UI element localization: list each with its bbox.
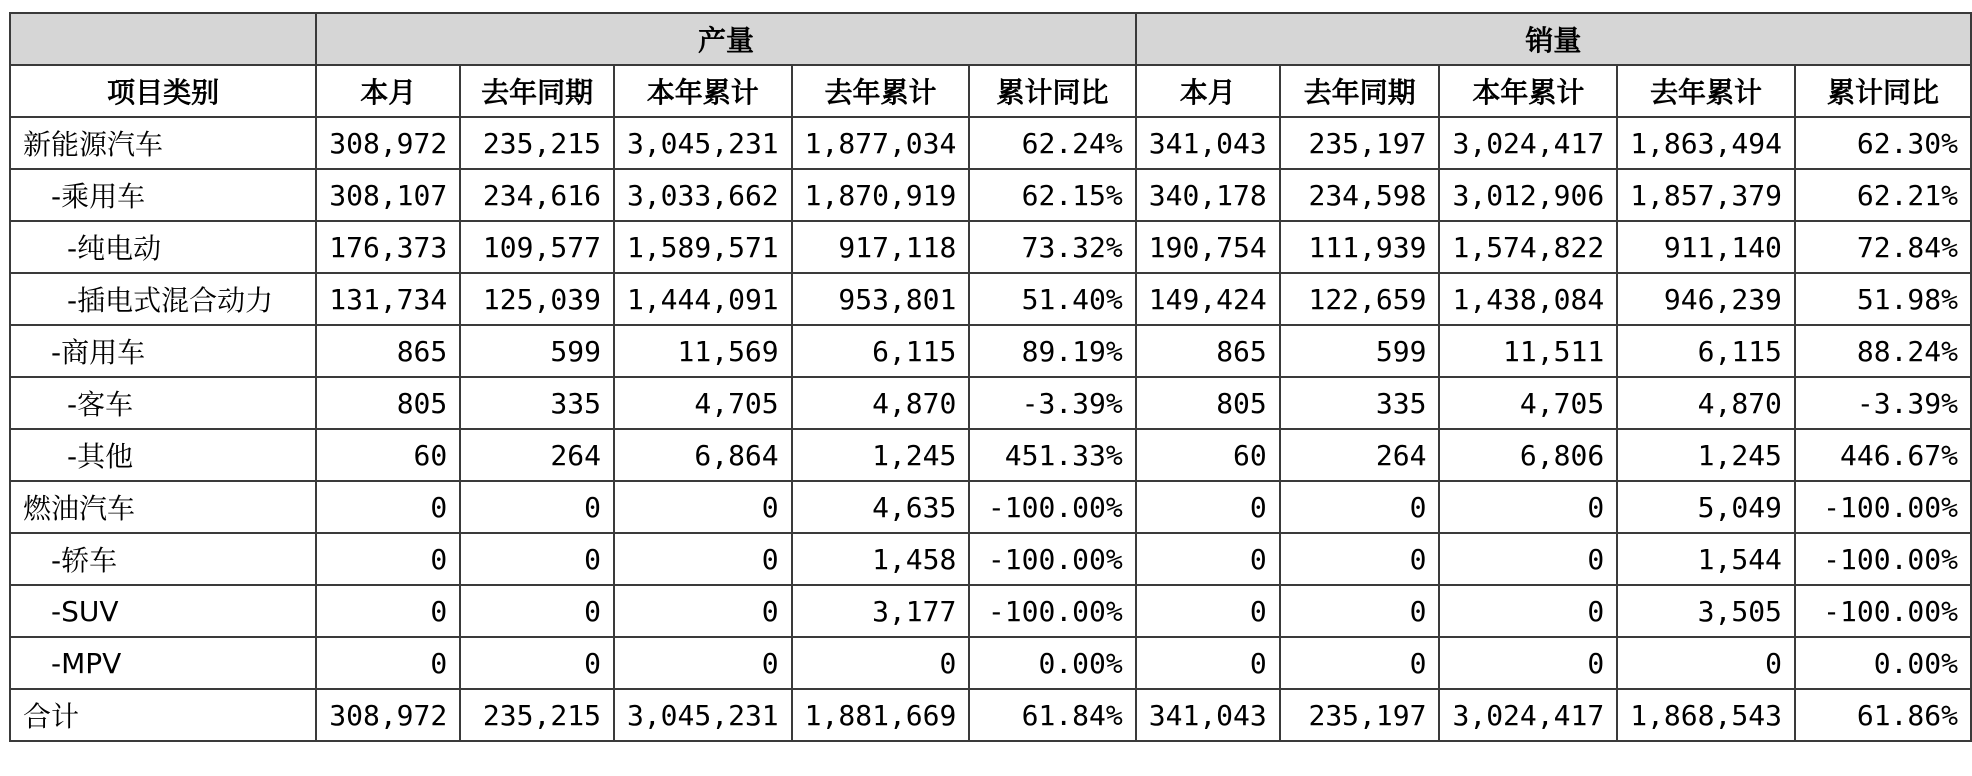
row-category-label: -MPV xyxy=(10,637,316,689)
production-value-cell: 1,458 xyxy=(792,533,970,585)
sales-value-cell: 1,574,822 xyxy=(1439,221,1617,273)
sales-value-cell: 0 xyxy=(1439,585,1617,637)
table-body xyxy=(10,117,1971,741)
sales-value-cell: 341,043 xyxy=(1136,689,1280,741)
sales-value-cell: 0 xyxy=(1136,637,1280,689)
sales-value-cell: 190,754 xyxy=(1136,221,1280,273)
sales-value-cell: 1,544 xyxy=(1617,533,1795,585)
sales-value-cell: 1,863,494 xyxy=(1617,117,1795,169)
production-value-cell: 6,864 xyxy=(614,429,792,481)
production-value-cell: 0 xyxy=(460,533,614,585)
sales-col-ytd: 本年累计 xyxy=(1439,65,1617,117)
table-row xyxy=(10,585,1971,637)
sales-value-cell: 341,043 xyxy=(1136,117,1280,169)
production-value-cell: 1,589,571 xyxy=(614,221,792,273)
sales-value-cell: 3,505 xyxy=(1617,585,1795,637)
sales-col-last-year-same: 去年同期 xyxy=(1280,65,1440,117)
production-value-cell: 4,705 xyxy=(614,377,792,429)
category-column-header: 项目类别 xyxy=(10,65,316,117)
sales-value-cell: 234,598 xyxy=(1280,169,1440,221)
production-value-cell: 235,215 xyxy=(460,689,614,741)
production-value-cell: 73.32% xyxy=(969,221,1135,273)
production-value-cell: 0 xyxy=(614,533,792,585)
production-sales-table xyxy=(9,12,1972,742)
sales-value-cell: 0 xyxy=(1617,637,1795,689)
row-category-label: -轿车 xyxy=(10,533,316,585)
sales-value-cell: 3,024,417 xyxy=(1439,117,1617,169)
sales-value-cell: 6,806 xyxy=(1439,429,1617,481)
sales-value-cell: 0 xyxy=(1280,585,1440,637)
sales-group-header: 销量 xyxy=(1136,13,1971,65)
table-row xyxy=(10,637,1971,689)
sales-value-cell: -100.00% xyxy=(1795,533,1971,585)
sales-value-cell: 88.24% xyxy=(1795,325,1971,377)
sales-col-last-ytd: 去年累计 xyxy=(1617,65,1795,117)
row-category-label: -乘用车 xyxy=(10,169,316,221)
production-value-cell: 62.24% xyxy=(969,117,1135,169)
sales-value-cell: 1,868,543 xyxy=(1617,689,1795,741)
sales-value-cell: 0 xyxy=(1439,533,1617,585)
production-value-cell: 89.19% xyxy=(969,325,1135,377)
production-value-cell: 308,972 xyxy=(316,117,460,169)
table-row xyxy=(10,221,1971,273)
production-value-cell: 3,045,231 xyxy=(614,689,792,741)
production-value-cell: 0 xyxy=(792,637,970,689)
row-category-label: -纯电动 xyxy=(10,221,316,273)
production-value-cell: -100.00% xyxy=(969,585,1135,637)
sales-value-cell: 3,012,906 xyxy=(1439,169,1617,221)
production-value-cell: 61.84% xyxy=(969,689,1135,741)
group-header-row xyxy=(10,13,1971,65)
production-value-cell: 805 xyxy=(316,377,460,429)
production-value-cell: 0.00% xyxy=(969,637,1135,689)
production-value-cell: 0 xyxy=(614,637,792,689)
production-value-cell: 0 xyxy=(614,481,792,533)
table-row xyxy=(10,325,1971,377)
production-col-last-year-same: 去年同期 xyxy=(460,65,614,117)
sales-value-cell: -3.39% xyxy=(1795,377,1971,429)
production-group-header: 产量 xyxy=(316,13,1136,65)
sales-value-cell: 5,049 xyxy=(1617,481,1795,533)
sales-value-cell: 6,115 xyxy=(1617,325,1795,377)
sales-value-cell: 1,857,379 xyxy=(1617,169,1795,221)
sales-value-cell: 911,140 xyxy=(1617,221,1795,273)
production-value-cell: 308,972 xyxy=(316,689,460,741)
production-value-cell: 0 xyxy=(316,585,460,637)
production-value-cell: 0 xyxy=(460,585,614,637)
production-value-cell: -100.00% xyxy=(969,481,1135,533)
sales-value-cell: 1,438,084 xyxy=(1439,273,1617,325)
sales-value-cell: 149,424 xyxy=(1136,273,1280,325)
sales-value-cell: 0 xyxy=(1136,533,1280,585)
row-category-label: -插电式混合动力 xyxy=(10,273,316,325)
table-row xyxy=(10,481,1971,533)
sales-value-cell: 0 xyxy=(1439,637,1617,689)
production-value-cell: 176,373 xyxy=(316,221,460,273)
table-row xyxy=(10,377,1971,429)
sales-value-cell: 446.67% xyxy=(1795,429,1971,481)
production-col-ytd: 本年累计 xyxy=(614,65,792,117)
production-value-cell: 1,444,091 xyxy=(614,273,792,325)
production-value-cell: 1,870,919 xyxy=(792,169,970,221)
sales-value-cell: 340,178 xyxy=(1136,169,1280,221)
sales-value-cell: 1,245 xyxy=(1617,429,1795,481)
sales-value-cell: -100.00% xyxy=(1795,585,1971,637)
production-value-cell: 599 xyxy=(460,325,614,377)
table-row xyxy=(10,533,1971,585)
sales-col-yoy: 累计同比 xyxy=(1795,65,1971,117)
sales-value-cell: 0 xyxy=(1280,533,1440,585)
production-value-cell: 308,107 xyxy=(316,169,460,221)
production-value-cell: 0 xyxy=(316,481,460,533)
row-category-label: 新能源汽车 xyxy=(10,117,316,169)
sales-col-current-month: 本月 xyxy=(1136,65,1280,117)
sales-value-cell: 0 xyxy=(1280,481,1440,533)
production-value-cell: 953,801 xyxy=(792,273,970,325)
sales-value-cell: 599 xyxy=(1280,325,1440,377)
sales-value-cell: -100.00% xyxy=(1795,481,1971,533)
production-value-cell: 11,569 xyxy=(614,325,792,377)
production-col-yoy: 累计同比 xyxy=(969,65,1135,117)
row-category-label: 合计 xyxy=(10,689,316,741)
production-value-cell: 234,616 xyxy=(460,169,614,221)
production-value-cell: 62.15% xyxy=(969,169,1135,221)
production-value-cell: 0 xyxy=(460,637,614,689)
production-value-cell: 1,877,034 xyxy=(792,117,970,169)
production-value-cell: 0 xyxy=(316,533,460,585)
sales-value-cell: 111,939 xyxy=(1280,221,1440,273)
production-value-cell: 1,881,669 xyxy=(792,689,970,741)
sales-value-cell: 122,659 xyxy=(1280,273,1440,325)
sales-value-cell: 62.21% xyxy=(1795,169,1971,221)
header-blank-cell xyxy=(10,13,316,65)
sales-value-cell: 60 xyxy=(1136,429,1280,481)
production-value-cell: 131,734 xyxy=(316,273,460,325)
table-row xyxy=(10,169,1971,221)
production-value-cell: 3,045,231 xyxy=(614,117,792,169)
table-row xyxy=(10,273,1971,325)
table-row xyxy=(10,429,1971,481)
sales-value-cell: 865 xyxy=(1136,325,1280,377)
row-category-label: -其他 xyxy=(10,429,316,481)
production-value-cell: 0 xyxy=(614,585,792,637)
sales-value-cell: 264 xyxy=(1280,429,1440,481)
production-value-cell: 264 xyxy=(460,429,614,481)
sales-value-cell: 0 xyxy=(1136,585,1280,637)
production-value-cell: 235,215 xyxy=(460,117,614,169)
sales-value-cell: 0.00% xyxy=(1795,637,1971,689)
production-value-cell: 451.33% xyxy=(969,429,1135,481)
table-row xyxy=(10,117,1971,169)
production-value-cell: 1,245 xyxy=(792,429,970,481)
production-value-cell: 4,870 xyxy=(792,377,970,429)
production-value-cell: 125,039 xyxy=(460,273,614,325)
production-value-cell: 0 xyxy=(316,637,460,689)
sales-value-cell: 51.98% xyxy=(1795,273,1971,325)
production-value-cell: 6,115 xyxy=(792,325,970,377)
sales-value-cell: 4,705 xyxy=(1439,377,1617,429)
production-col-current-month: 本月 xyxy=(316,65,460,117)
sales-value-cell: 4,870 xyxy=(1617,377,1795,429)
production-value-cell: 3,177 xyxy=(792,585,970,637)
sales-value-cell: 61.86% xyxy=(1795,689,1971,741)
sales-value-cell: 805 xyxy=(1136,377,1280,429)
production-value-cell: 335 xyxy=(460,377,614,429)
sales-value-cell: 3,024,417 xyxy=(1439,689,1617,741)
production-value-cell: 917,118 xyxy=(792,221,970,273)
sales-value-cell: 235,197 xyxy=(1280,117,1440,169)
sales-value-cell: 946,239 xyxy=(1617,273,1795,325)
production-value-cell: 51.40% xyxy=(969,273,1135,325)
production-value-cell: 865 xyxy=(316,325,460,377)
production-value-cell: 109,577 xyxy=(460,221,614,273)
row-category-label: 燃油汽车 xyxy=(10,481,316,533)
sales-value-cell: 335 xyxy=(1280,377,1440,429)
sales-value-cell: 0 xyxy=(1136,481,1280,533)
production-col-last-ytd: 去年累计 xyxy=(792,65,970,117)
row-category-label: -客车 xyxy=(10,377,316,429)
sales-value-cell: 62.30% xyxy=(1795,117,1971,169)
sales-value-cell: 235,197 xyxy=(1280,689,1440,741)
row-category-label: -SUV xyxy=(10,585,316,637)
production-value-cell: 0 xyxy=(460,481,614,533)
row-category-label: -商用车 xyxy=(10,325,316,377)
table-row xyxy=(10,689,1971,741)
report-wrapper xyxy=(9,12,1972,742)
column-header-row xyxy=(10,65,1971,117)
production-value-cell: 60 xyxy=(316,429,460,481)
sales-value-cell: 0 xyxy=(1280,637,1440,689)
production-value-cell: 4,635 xyxy=(792,481,970,533)
production-value-cell: -3.39% xyxy=(969,377,1135,429)
sales-value-cell: 11,511 xyxy=(1439,325,1617,377)
production-value-cell: 3,033,662 xyxy=(614,169,792,221)
production-value-cell: -100.00% xyxy=(969,533,1135,585)
sales-value-cell: 72.84% xyxy=(1795,221,1971,273)
sales-value-cell: 0 xyxy=(1439,481,1617,533)
